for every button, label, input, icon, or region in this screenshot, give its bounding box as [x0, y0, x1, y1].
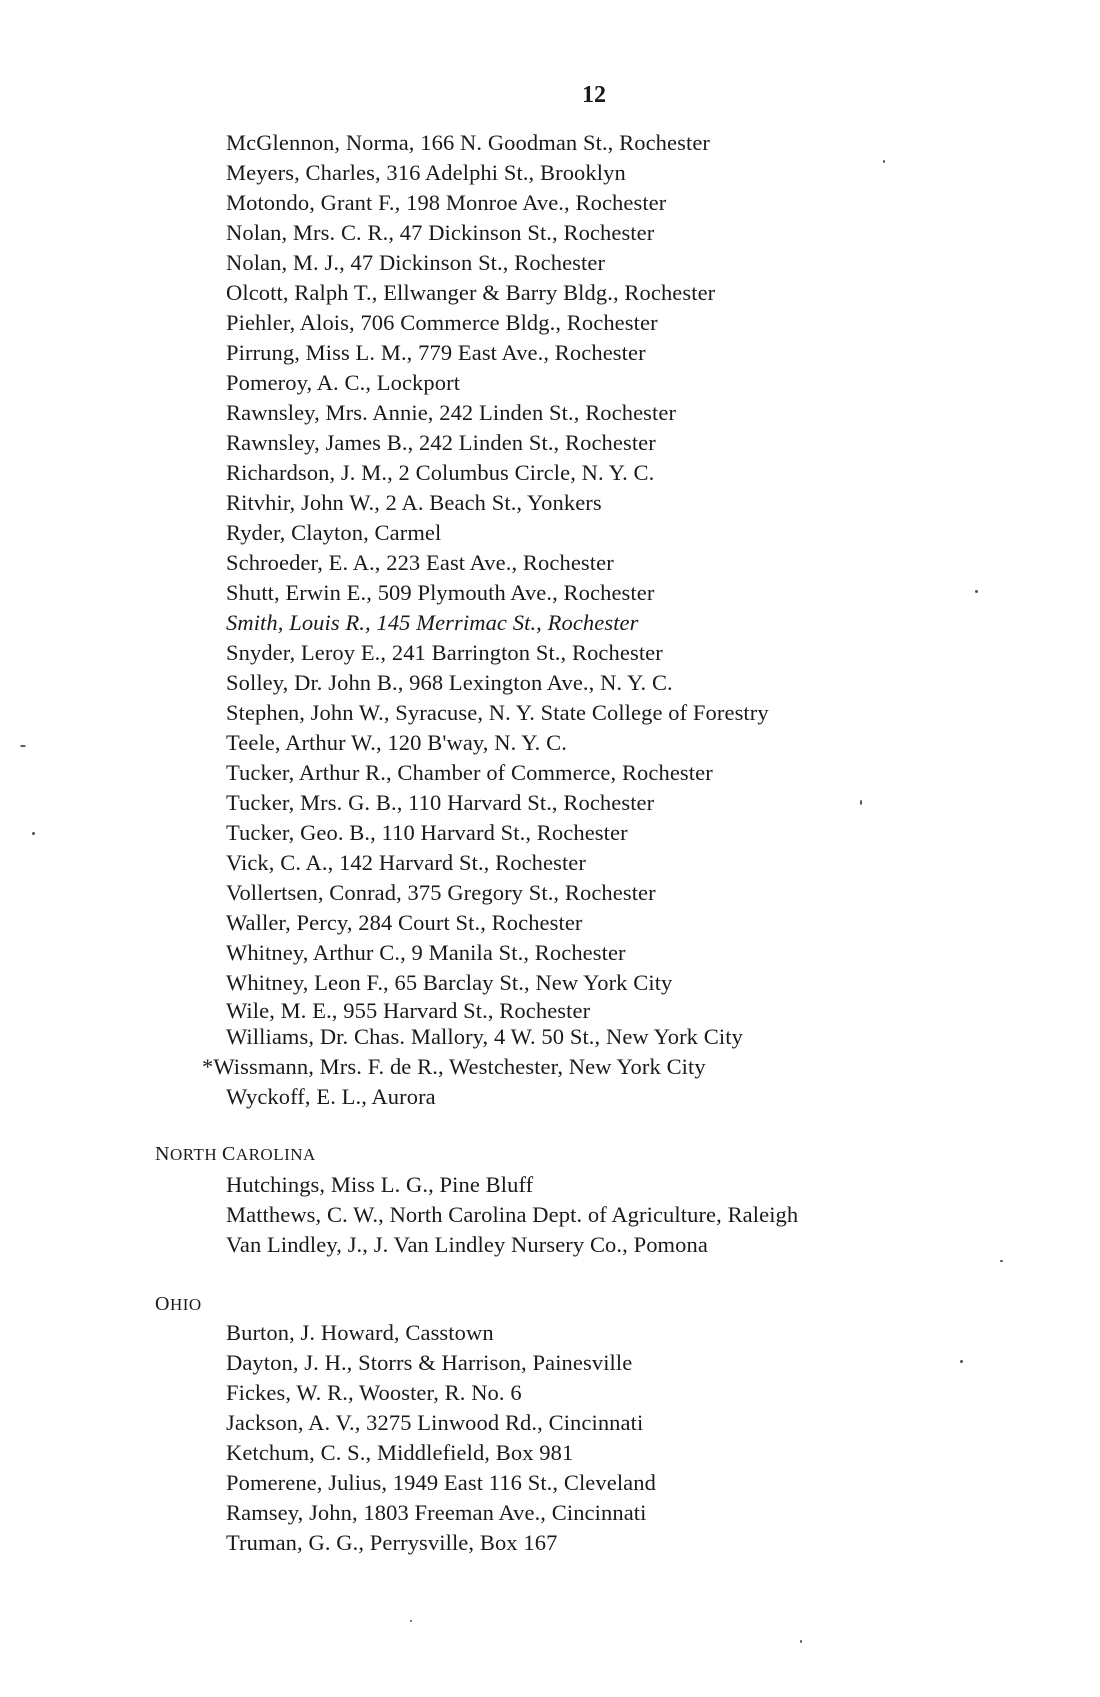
- list-item: Tucker, Mrs. G. B., 110 Harvard St., Rochester: [226, 790, 655, 815]
- list-item: *Wissmann, Mrs. F. de R., Westchester, New York City: [202, 1054, 706, 1079]
- list-item: Pomerene, Julius, 1949 East 116 St., Cleveland: [226, 1470, 656, 1495]
- list-item: Ramsey, John, 1803 Freeman Ave., Cincinnati: [226, 1500, 647, 1525]
- list-item: Pomeroy, A. C., Lockport: [226, 370, 461, 395]
- list-item: Shutt, Erwin E., 509 Plymouth Ave., Rochester: [226, 580, 655, 605]
- scan-speck: [975, 590, 978, 593]
- list-item: Motondo, Grant F., 198 Monroe Ave., Rochester: [226, 190, 667, 215]
- scan-speck: [960, 1360, 963, 1363]
- list-item: Teele, Arthur W., 120 B'way, N. Y. C.: [226, 730, 567, 755]
- list-item: Wile, M. E., 955 Harvard St., Rochester: [226, 998, 591, 1023]
- list-item: McGlennon, Norma, 166 N. Goodman St., Rochester: [226, 130, 711, 155]
- list-item: Truman, G. G., Perrysville, Box 167: [226, 1530, 558, 1555]
- scan-speck: [1000, 1260, 1003, 1262]
- list-item: Whitney, Arthur C., 9 Manila St., Rochester: [226, 940, 626, 965]
- list-item: Smith, Louis R., 145 Merrimac St., Rochester: [226, 610, 639, 635]
- list-item: Ryder, Clayton, Carmel: [226, 520, 442, 545]
- list-item: Fickes, W. R., Wooster, R. No. 6: [226, 1380, 522, 1405]
- section-heading-ohio: OHIO: [155, 1293, 202, 1315]
- list-item: Rawnsley, Mrs. Annie, 242 Linden St., Rochester: [226, 400, 677, 425]
- list-item: Whitney, Leon F., 65 Barclay St., New York City: [226, 970, 673, 995]
- scan-speck: [20, 745, 26, 747]
- list-item: Tucker, Arthur R., Chamber of Commerce, Rochester: [226, 760, 713, 785]
- list-item: Piehler, Alois, 706 Commerce Bldg., Rochester: [226, 310, 658, 335]
- list-item: Rawnsley, James B., 242 Linden St., Rochester: [226, 430, 656, 455]
- list-item: Solley, Dr. John B., 968 Lexington Ave., N. Y. C.: [226, 670, 673, 695]
- list-item: Ritvhir, John W., 2 A. Beach St., Yonkers: [226, 490, 602, 515]
- page-number: 12: [582, 82, 606, 108]
- list-item: Pirrung, Miss L. M., 779 East Ave., Rochester: [226, 340, 646, 365]
- scan-speck: [883, 160, 885, 163]
- list-item: Dayton, J. H., Storrs & Harrison, Painesville: [226, 1350, 633, 1375]
- list-item: Meyers, Charles, 316 Adelphi St., Brooklyn: [226, 160, 626, 185]
- list-item: Ketchum, C. S., Middlefield, Box 981: [226, 1440, 574, 1465]
- scan-speck: [860, 800, 862, 805]
- list-item: Wyckoff, E. L., Aurora: [226, 1084, 436, 1109]
- list-item: Tucker, Geo. B., 110 Harvard St., Rochester: [226, 820, 628, 845]
- list-item: Williams, Dr. Chas. Mallory, 4 W. 50 St., New York City: [226, 1024, 743, 1049]
- list-item: Van Lindley, J., J. Van Lindley Nursery Co., Pomona: [226, 1232, 708, 1257]
- section-heading-north-carolina: NORTH CAROLINA: [155, 1143, 316, 1165]
- scan-speck: [410, 1620, 412, 1622]
- list-item: Nolan, Mrs. C. R., 47 Dickinson St., Rochester: [226, 220, 655, 245]
- list-item: Snyder, Leroy E., 241 Barrington St., Rochester: [226, 640, 663, 665]
- list-item: Vollertsen, Conrad, 375 Gregory St., Rochester: [226, 880, 656, 905]
- list-item: Burton, J. Howard, Casstown: [226, 1320, 494, 1345]
- list-item: Richardson, J. M., 2 Columbus Circle, N. Y. C.: [226, 460, 655, 485]
- list-item: Waller, Percy, 284 Court St., Rochester: [226, 910, 583, 935]
- list-item: Stephen, John W., Syracuse, N. Y. State College of Forestry: [226, 700, 769, 725]
- list-item: Hutchings, Miss L. G., Pine Bluff: [226, 1172, 534, 1197]
- list-item: Olcott, Ralph T., Ellwanger & Barry Bldg., Rochester: [226, 280, 716, 305]
- list-item: Jackson, A. V., 3275 Linwood Rd., Cincinnati: [226, 1410, 644, 1435]
- list-item: Vick, C. A., 142 Harvard St., Rochester: [226, 850, 586, 875]
- list-item: Nolan, M. J., 47 Dickinson St., Rochester: [226, 250, 606, 275]
- list-item: Schroeder, E. A., 223 East Ave., Rochester: [226, 550, 614, 575]
- scan-speck: [800, 1640, 802, 1643]
- list-item: Matthews, C. W., North Carolina Dept. of Agriculture, Raleigh: [226, 1202, 799, 1227]
- scan-speck: [32, 832, 35, 835]
